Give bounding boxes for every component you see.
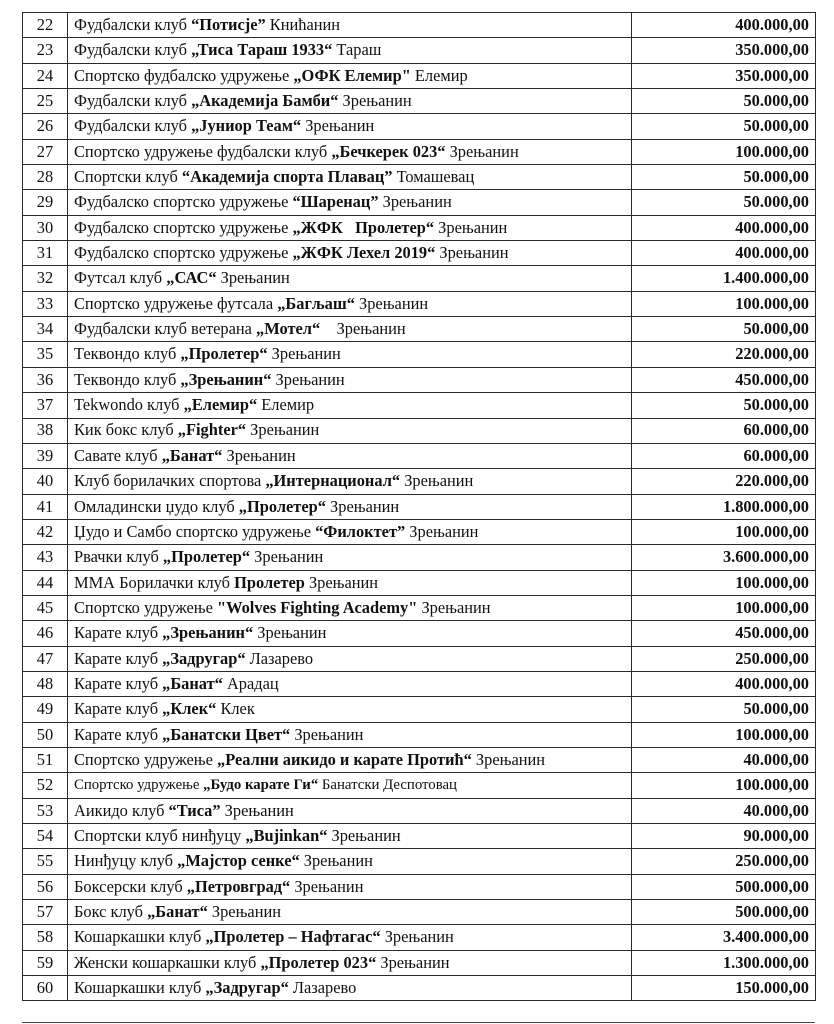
row-number: 52 bbox=[23, 773, 68, 798]
club-location: Зрењанин bbox=[445, 141, 519, 161]
amount-cell: 220.000,00 bbox=[632, 469, 816, 494]
club-name: „ЖФК Лехел 2019“ bbox=[292, 243, 436, 263]
table-row bbox=[23, 215, 816, 240]
row-number: 36 bbox=[23, 367, 68, 392]
club-location: Зрењанин bbox=[290, 876, 364, 896]
table-row bbox=[23, 722, 816, 747]
table-row bbox=[23, 317, 816, 342]
club-name: „Бечкерек 023“ bbox=[331, 141, 446, 161]
club-location: Зрењанин bbox=[301, 116, 375, 136]
table-row bbox=[23, 139, 816, 164]
club-name: “Потисје” bbox=[191, 14, 266, 34]
amount-cell: 50.000,00 bbox=[632, 165, 816, 190]
table-row bbox=[23, 367, 816, 392]
table-row bbox=[23, 418, 816, 443]
amount-cell: 500.000,00 bbox=[632, 874, 816, 899]
row-number: 25 bbox=[23, 89, 68, 114]
amount-cell: 220.000,00 bbox=[632, 342, 816, 367]
club-location: Зрењанин bbox=[304, 572, 379, 592]
club-location: Зрењанин bbox=[216, 268, 290, 288]
table-row bbox=[23, 697, 816, 722]
club-type: Спортско удружење bbox=[74, 749, 218, 769]
club-type: Фудбалско спортско удружење bbox=[74, 243, 293, 263]
row-number: 57 bbox=[23, 900, 68, 925]
club-type: Нинђуцу клуб bbox=[74, 851, 178, 871]
amount-cell: 400.000,00 bbox=[632, 241, 816, 266]
table-row bbox=[23, 849, 816, 874]
club-location: Зрењанин bbox=[271, 369, 345, 389]
club-location: Зрењанин bbox=[246, 420, 320, 440]
row-number: 34 bbox=[23, 317, 68, 342]
club-location: Тараш bbox=[332, 40, 382, 60]
row-number: 27 bbox=[23, 139, 68, 164]
club-name: „Реални аикидо и карате Протић“ bbox=[217, 749, 472, 769]
club-name-cell bbox=[68, 13, 632, 38]
club-name: „Зрењанин“ bbox=[180, 369, 272, 389]
club-type: Спортско удружење bbox=[74, 777, 204, 794]
club-location: Арадац bbox=[222, 673, 279, 693]
club-name-cell bbox=[68, 621, 632, 646]
club-location: Зрењанин bbox=[434, 217, 508, 237]
club-location: Книћанин bbox=[265, 14, 341, 34]
club-location: Томашевац bbox=[392, 167, 475, 187]
table-row bbox=[23, 976, 816, 1001]
amount-cell: 3.600.000,00 bbox=[632, 545, 816, 570]
table-row bbox=[23, 13, 816, 38]
club-location: Зрењанин bbox=[471, 749, 546, 769]
club-name-cell bbox=[68, 393, 632, 418]
club-type: Теквондо клуб bbox=[74, 344, 181, 364]
club-name: „Академија Бамби“ bbox=[191, 91, 339, 110]
row-number: 30 bbox=[23, 215, 68, 240]
club-name-cell bbox=[68, 190, 632, 215]
club-location: Зрењанин bbox=[435, 243, 509, 263]
club-name-cell bbox=[68, 241, 632, 266]
table-row bbox=[23, 190, 816, 215]
club-location: Банатски Деспотовац bbox=[318, 777, 457, 794]
amount-cell: 1.400.000,00 bbox=[632, 266, 816, 291]
club-type: Карате клуб bbox=[74, 623, 163, 643]
amount-cell: 350.000,00 bbox=[632, 38, 816, 63]
club-name-cell bbox=[68, 950, 632, 975]
amount-cell: 50.000,00 bbox=[632, 114, 816, 139]
club-name-cell bbox=[68, 418, 632, 443]
club-name-cell bbox=[68, 824, 632, 849]
club-name: “Шаренац” bbox=[292, 192, 379, 212]
club-name-cell bbox=[68, 646, 632, 671]
amount-cell: 150.000,00 bbox=[632, 976, 816, 1001]
amount-cell: 1.800.000,00 bbox=[632, 494, 816, 519]
table-row bbox=[23, 545, 816, 570]
row-number: 45 bbox=[23, 595, 68, 620]
club-type: Карате клуб bbox=[74, 648, 163, 668]
club-name: „Банат“ bbox=[161, 445, 223, 465]
amount-cell: 60.000,00 bbox=[632, 418, 816, 443]
club-location: Зрењанин bbox=[325, 496, 400, 516]
table-row bbox=[23, 443, 816, 468]
amount-cell: 100.000,00 bbox=[632, 773, 816, 798]
row-number: 26 bbox=[23, 114, 68, 139]
table-row bbox=[23, 646, 816, 671]
table-row bbox=[23, 798, 816, 823]
club-name: „Пролетер 023“ bbox=[260, 952, 377, 972]
club-location: Зрењанин bbox=[327, 825, 401, 845]
amount-cell: 100.000,00 bbox=[632, 722, 816, 747]
club-name: „Bujinkan“ bbox=[245, 825, 328, 845]
club-name: Пролетер bbox=[234, 572, 305, 592]
club-type: Фудбалско спортско удружење bbox=[74, 217, 293, 237]
club-name-cell bbox=[68, 114, 632, 139]
amount-cell: 100.000,00 bbox=[632, 570, 816, 595]
club-location: Зрењанин bbox=[253, 623, 327, 643]
club-location: Зрењанин bbox=[354, 293, 429, 313]
row-number: 44 bbox=[23, 570, 68, 595]
club-type: Спортско фудбалско удружење bbox=[74, 65, 294, 85]
club-name-cell bbox=[68, 570, 632, 595]
row-number: 32 bbox=[23, 266, 68, 291]
table-row bbox=[23, 114, 816, 139]
amount-cell: 50.000,00 bbox=[632, 697, 816, 722]
row-number: 28 bbox=[23, 165, 68, 190]
amount-cell: 500.000,00 bbox=[632, 900, 816, 925]
row-number: 31 bbox=[23, 241, 68, 266]
row-number: 37 bbox=[23, 393, 68, 418]
amount-cell: 40.000,00 bbox=[632, 747, 816, 772]
table-row bbox=[23, 900, 816, 925]
amount-cell: 400.000,00 bbox=[632, 671, 816, 696]
club-name: „Зрењанин“ bbox=[162, 623, 254, 643]
table-row bbox=[23, 925, 816, 950]
row-number: 51 bbox=[23, 747, 68, 772]
row-number: 33 bbox=[23, 291, 68, 316]
club-location: Зрењанин bbox=[338, 91, 412, 110]
club-type: Џудо и Самбо спортско удружење bbox=[74, 521, 316, 541]
club-location: Зрењанин bbox=[250, 547, 324, 567]
amount-cell: 400.000,00 bbox=[632, 215, 816, 240]
amount-cell: 450.000,00 bbox=[632, 621, 816, 646]
club-type: Спортски клуб bbox=[74, 167, 182, 187]
amount-cell: 50.000,00 bbox=[632, 89, 816, 114]
club-name-cell bbox=[68, 900, 632, 925]
table-row bbox=[23, 570, 816, 595]
table-row bbox=[23, 747, 816, 772]
club-name: „Елемир“ bbox=[183, 395, 258, 415]
club-name: „Будо карате Ги“ bbox=[203, 777, 319, 794]
club-type: Карате клуб bbox=[74, 673, 163, 693]
club-type: Аикидо клуб bbox=[74, 800, 169, 820]
club-location: Лазарево bbox=[288, 978, 357, 998]
club-type: Клуб борилачких спортова bbox=[74, 471, 266, 491]
club-name: “Тиса” bbox=[168, 800, 221, 820]
club-type: Tekwondo клуб bbox=[74, 395, 184, 415]
table-row bbox=[23, 595, 816, 620]
club-name: „Банат“ bbox=[147, 902, 208, 921]
amount-cell: 3.400.000,00 bbox=[632, 925, 816, 950]
amount-cell: 250.000,00 bbox=[632, 646, 816, 671]
row-number: 23 bbox=[23, 38, 68, 63]
club-name-cell bbox=[68, 63, 632, 88]
club-name-cell bbox=[68, 849, 632, 874]
club-location: Зрењанин bbox=[220, 800, 294, 820]
club-location: Клек bbox=[216, 699, 255, 719]
table-row bbox=[23, 165, 816, 190]
club-name: “Филоктет” bbox=[315, 521, 406, 541]
club-type: Рвачки клуб bbox=[74, 547, 163, 567]
club-type: Бокс клуб bbox=[74, 902, 148, 921]
club-type: Кошаркашки клуб bbox=[74, 927, 206, 947]
club-type: Теквондо клуб bbox=[74, 369, 181, 389]
club-name: „Мотел“ bbox=[256, 319, 321, 339]
club-location: Зрењанин bbox=[405, 521, 479, 541]
club-type: Кошаркашки клуб bbox=[74, 978, 206, 998]
club-name-cell bbox=[68, 89, 632, 114]
club-name-cell bbox=[68, 697, 632, 722]
club-type: Женски кошаркашки клуб bbox=[74, 952, 261, 972]
club-name: „Мајстор сенке“ bbox=[177, 851, 300, 871]
club-type: Спортско удружење футсала bbox=[74, 293, 278, 313]
row-number: 56 bbox=[23, 874, 68, 899]
row-number: 38 bbox=[23, 418, 68, 443]
table-bottom-edge bbox=[22, 1022, 815, 1023]
club-location: Зрењанин bbox=[267, 344, 341, 364]
club-name-cell bbox=[68, 317, 632, 342]
club-location: Зрењанин bbox=[378, 192, 452, 212]
club-type: Фудбалско спортско удружење bbox=[74, 192, 293, 212]
table-body bbox=[23, 13, 816, 1001]
row-number: 43 bbox=[23, 545, 68, 570]
amount-cell: 100.000,00 bbox=[632, 595, 816, 620]
club-location: Зрењанин bbox=[299, 851, 373, 871]
club-type: Фудбалски клуб bbox=[74, 40, 192, 60]
row-number: 40 bbox=[23, 469, 68, 494]
row-number: 47 bbox=[23, 646, 68, 671]
club-name-cell bbox=[68, 367, 632, 392]
club-location: Елемир bbox=[410, 65, 468, 85]
club-name-cell bbox=[68, 773, 632, 798]
club-name-cell bbox=[68, 722, 632, 747]
club-name-cell bbox=[68, 266, 632, 291]
club-name: „Интернационал“ bbox=[265, 471, 401, 491]
table-row bbox=[23, 89, 816, 114]
table-row bbox=[23, 671, 816, 696]
table-row bbox=[23, 824, 816, 849]
club-name-cell bbox=[68, 747, 632, 772]
club-location: Зрењанин bbox=[320, 319, 406, 339]
club-type: Карате клуб bbox=[74, 699, 163, 719]
club-location: Елемир bbox=[257, 395, 315, 415]
club-name-cell bbox=[68, 798, 632, 823]
table-row bbox=[23, 621, 816, 646]
amount-cell: 40.000,00 bbox=[632, 798, 816, 823]
row-number: 55 bbox=[23, 849, 68, 874]
club-location: Зрењанин bbox=[207, 902, 282, 921]
row-number: 39 bbox=[23, 443, 68, 468]
row-number: 22 bbox=[23, 13, 68, 38]
amount-cell: 1.300.000,00 bbox=[632, 950, 816, 975]
club-location: Зрењанин bbox=[400, 471, 474, 491]
club-name-cell bbox=[68, 38, 632, 63]
club-name: „Банатски Цвет“ bbox=[162, 724, 291, 744]
table-row bbox=[23, 241, 816, 266]
club-type: Савате клуб bbox=[74, 445, 162, 465]
club-name-cell bbox=[68, 165, 632, 190]
club-name-cell bbox=[68, 519, 632, 544]
club-type: Кик бокс клуб bbox=[74, 420, 178, 440]
club-name-cell bbox=[68, 595, 632, 620]
club-name: “Академија спорта Плавац” bbox=[181, 167, 393, 187]
club-name-cell bbox=[68, 671, 632, 696]
club-name: „Тиса Тараш 1933“ bbox=[191, 40, 333, 60]
club-name: „Задругар“ bbox=[162, 648, 246, 668]
allocation-table-sheet bbox=[22, 12, 815, 1001]
club-type: ММА Борилачки клуб bbox=[74, 572, 235, 592]
row-number: 29 bbox=[23, 190, 68, 215]
row-number: 49 bbox=[23, 697, 68, 722]
club-name: „Fighter“ bbox=[177, 420, 247, 440]
table-row bbox=[23, 393, 816, 418]
club-name-cell bbox=[68, 469, 632, 494]
amount-cell: 100.000,00 bbox=[632, 291, 816, 316]
club-type: Спортско удружење bbox=[74, 597, 218, 617]
table-row bbox=[23, 291, 816, 316]
table-row bbox=[23, 63, 816, 88]
club-name-cell bbox=[68, 443, 632, 468]
club-name-cell bbox=[68, 874, 632, 899]
amount-cell: 50.000,00 bbox=[632, 190, 816, 215]
row-number: 48 bbox=[23, 671, 68, 696]
table-row bbox=[23, 874, 816, 899]
club-type: Фудбалски клуб ветерана bbox=[74, 319, 257, 339]
table-row bbox=[23, 266, 816, 291]
club-name: „Задругар“ bbox=[205, 978, 289, 998]
club-name-cell bbox=[68, 215, 632, 240]
club-location: Зрењанин bbox=[380, 927, 454, 947]
club-type: Карате клуб bbox=[74, 724, 163, 744]
amount-cell: 60.000,00 bbox=[632, 443, 816, 468]
club-name-cell bbox=[68, 545, 632, 570]
club-name: „Багљаш“ bbox=[277, 293, 355, 313]
club-name: „Пролетер“ bbox=[180, 344, 268, 364]
row-number: 59 bbox=[23, 950, 68, 975]
club-name: „Пролетер – Нафтагас“ bbox=[205, 927, 381, 947]
club-type: Фудбалски клуб bbox=[74, 14, 192, 34]
amount-cell: 250.000,00 bbox=[632, 849, 816, 874]
club-name-cell bbox=[68, 494, 632, 519]
club-name-cell bbox=[68, 976, 632, 1001]
club-name: „Пролетер“ bbox=[238, 496, 326, 516]
club-name-cell bbox=[68, 291, 632, 316]
club-location: Зрењанин bbox=[376, 952, 450, 972]
club-name: „Клек“ bbox=[162, 699, 217, 719]
amount-cell: 400.000,00 bbox=[632, 13, 816, 38]
club-type: Омладински џудо клуб bbox=[74, 496, 239, 516]
club-location: Зрењанин bbox=[417, 597, 491, 617]
club-type: Фудбалски клуб bbox=[74, 91, 192, 110]
allocation-table bbox=[22, 12, 816, 1001]
table-row bbox=[23, 38, 816, 63]
club-name: „ОФК Елемир" bbox=[293, 65, 411, 85]
club-name: „ЖФК Пролетер“ bbox=[292, 217, 435, 237]
club-name: „Петровград“ bbox=[186, 876, 291, 896]
amount-cell: 50.000,00 bbox=[632, 317, 816, 342]
table-row bbox=[23, 494, 816, 519]
row-number: 46 bbox=[23, 621, 68, 646]
club-name: „САС“ bbox=[166, 268, 217, 288]
table-row bbox=[23, 519, 816, 544]
row-number: 60 bbox=[23, 976, 68, 1001]
club-name: „Јуниор Теам“ bbox=[191, 116, 302, 136]
amount-cell: 350.000,00 bbox=[632, 63, 816, 88]
club-type: Спортски клуб нинђуцу bbox=[74, 825, 246, 845]
row-number: 58 bbox=[23, 925, 68, 950]
club-location: Зрењанин bbox=[222, 445, 296, 465]
row-number: 42 bbox=[23, 519, 68, 544]
club-name-cell bbox=[68, 925, 632, 950]
amount-cell: 50.000,00 bbox=[632, 393, 816, 418]
club-name: "Wolves Fighting Academy" bbox=[217, 597, 418, 617]
club-name: „Банат“ bbox=[162, 673, 223, 693]
row-number: 54 bbox=[23, 824, 68, 849]
club-name-cell bbox=[68, 139, 632, 164]
row-number: 41 bbox=[23, 494, 68, 519]
row-number: 24 bbox=[23, 63, 68, 88]
amount-cell: 450.000,00 bbox=[632, 367, 816, 392]
club-type: Боксерски клуб bbox=[74, 876, 187, 896]
club-name: „Пролетер“ bbox=[162, 547, 251, 567]
table-row bbox=[23, 950, 816, 975]
row-number: 53 bbox=[23, 798, 68, 823]
table-row bbox=[23, 773, 816, 798]
table-row bbox=[23, 469, 816, 494]
amount-cell: 100.000,00 bbox=[632, 139, 816, 164]
club-location: Лазарево bbox=[245, 648, 314, 668]
club-location: Зрењанин bbox=[290, 724, 364, 744]
table-row bbox=[23, 342, 816, 367]
club-name-cell bbox=[68, 342, 632, 367]
amount-cell: 100.000,00 bbox=[632, 519, 816, 544]
row-number: 50 bbox=[23, 722, 68, 747]
amount-cell: 90.000,00 bbox=[632, 824, 816, 849]
club-type: Фудбалски клуб bbox=[74, 116, 192, 136]
club-type: Футсал клуб bbox=[74, 268, 167, 288]
club-type: Спортско удружење фудбалски клуб bbox=[74, 141, 332, 161]
row-number: 35 bbox=[23, 342, 68, 367]
